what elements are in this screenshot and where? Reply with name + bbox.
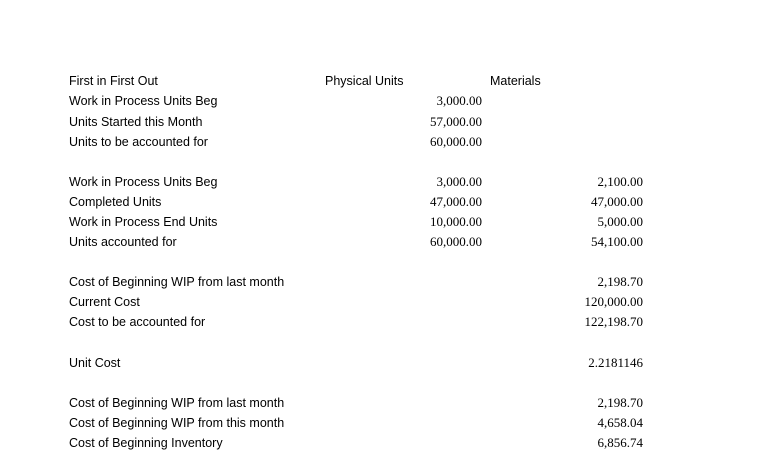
row-label[interactable]: Units to be accounted for bbox=[69, 135, 208, 149]
table-row bbox=[0, 172, 784, 192]
row-label[interactable]: Work in Process Units Beg bbox=[69, 94, 218, 108]
row-label[interactable]: Work in Process Units Beg bbox=[69, 175, 218, 189]
materials-cell[interactable]: 54,100.00 bbox=[591, 234, 643, 249]
row-label[interactable]: Cost of Beginning WIP from last month bbox=[69, 275, 285, 289]
physical-units-cell[interactable]: 60,000.00 bbox=[430, 234, 482, 249]
row-label[interactable]: Units Started this Month bbox=[69, 115, 203, 129]
table-row bbox=[0, 353, 784, 373]
materials-cell[interactable]: 5,000.00 bbox=[597, 214, 643, 229]
row-label[interactable]: Cost of Beginning Inventory bbox=[69, 436, 223, 450]
physical-units-cell[interactable]: 3,000.00 bbox=[436, 174, 482, 189]
materials-cell[interactable]: 6,856.74 bbox=[597, 435, 643, 450]
materials-cell[interactable]: 2,198.70 bbox=[597, 395, 643, 410]
row-label[interactable]: Units accounted for bbox=[69, 235, 177, 249]
section-title[interactable]: First in First Out bbox=[69, 74, 158, 88]
table-row bbox=[0, 232, 784, 252]
physical-units-cell[interactable]: 10,000.00 bbox=[430, 214, 482, 229]
table-row bbox=[0, 192, 784, 212]
materials-cell[interactable]: 2,198.70 bbox=[597, 274, 643, 289]
materials-cell[interactable]: 122,198.70 bbox=[584, 314, 643, 329]
physical-units-cell[interactable]: 3,000.00 bbox=[436, 93, 482, 108]
materials-cell[interactable]: 120,000.00 bbox=[584, 294, 643, 309]
row-label[interactable]: Cost of Beginning WIP from last month bbox=[69, 396, 285, 410]
row-label[interactable]: Work in Process End Units bbox=[69, 215, 218, 229]
table-row bbox=[0, 393, 784, 413]
physical-units-cell[interactable]: 47,000.00 bbox=[430, 194, 482, 209]
table-row bbox=[0, 292, 784, 312]
row-label[interactable]: Current Cost bbox=[69, 295, 140, 309]
materials-cell[interactable]: 2,100.00 bbox=[597, 174, 643, 189]
header-row bbox=[0, 71, 784, 91]
materials-header[interactable]: Materials bbox=[490, 74, 541, 88]
table-row bbox=[0, 91, 784, 111]
row-label[interactable]: Cost of Beginning WIP from this month bbox=[69, 416, 285, 430]
table-row bbox=[0, 413, 784, 433]
table-row bbox=[0, 433, 784, 453]
table-row bbox=[0, 132, 784, 152]
physical-units-header[interactable]: Physical Units bbox=[325, 74, 404, 88]
table-row bbox=[0, 272, 784, 292]
row-label[interactable]: Unit Cost bbox=[69, 356, 121, 370]
table-row bbox=[0, 112, 784, 132]
physical-units-cell[interactable]: 57,000.00 bbox=[430, 114, 482, 129]
materials-cell[interactable]: 4,658.04 bbox=[597, 415, 643, 430]
materials-cell[interactable]: 2.2181146 bbox=[588, 355, 643, 370]
row-label[interactable]: Completed Units bbox=[69, 195, 162, 209]
row-label[interactable]: Cost to be accounted for bbox=[69, 315, 206, 329]
table-row bbox=[0, 312, 784, 332]
physical-units-cell[interactable]: 60,000.00 bbox=[430, 134, 482, 149]
table-row bbox=[0, 212, 784, 232]
materials-cell[interactable]: 47,000.00 bbox=[591, 194, 643, 209]
